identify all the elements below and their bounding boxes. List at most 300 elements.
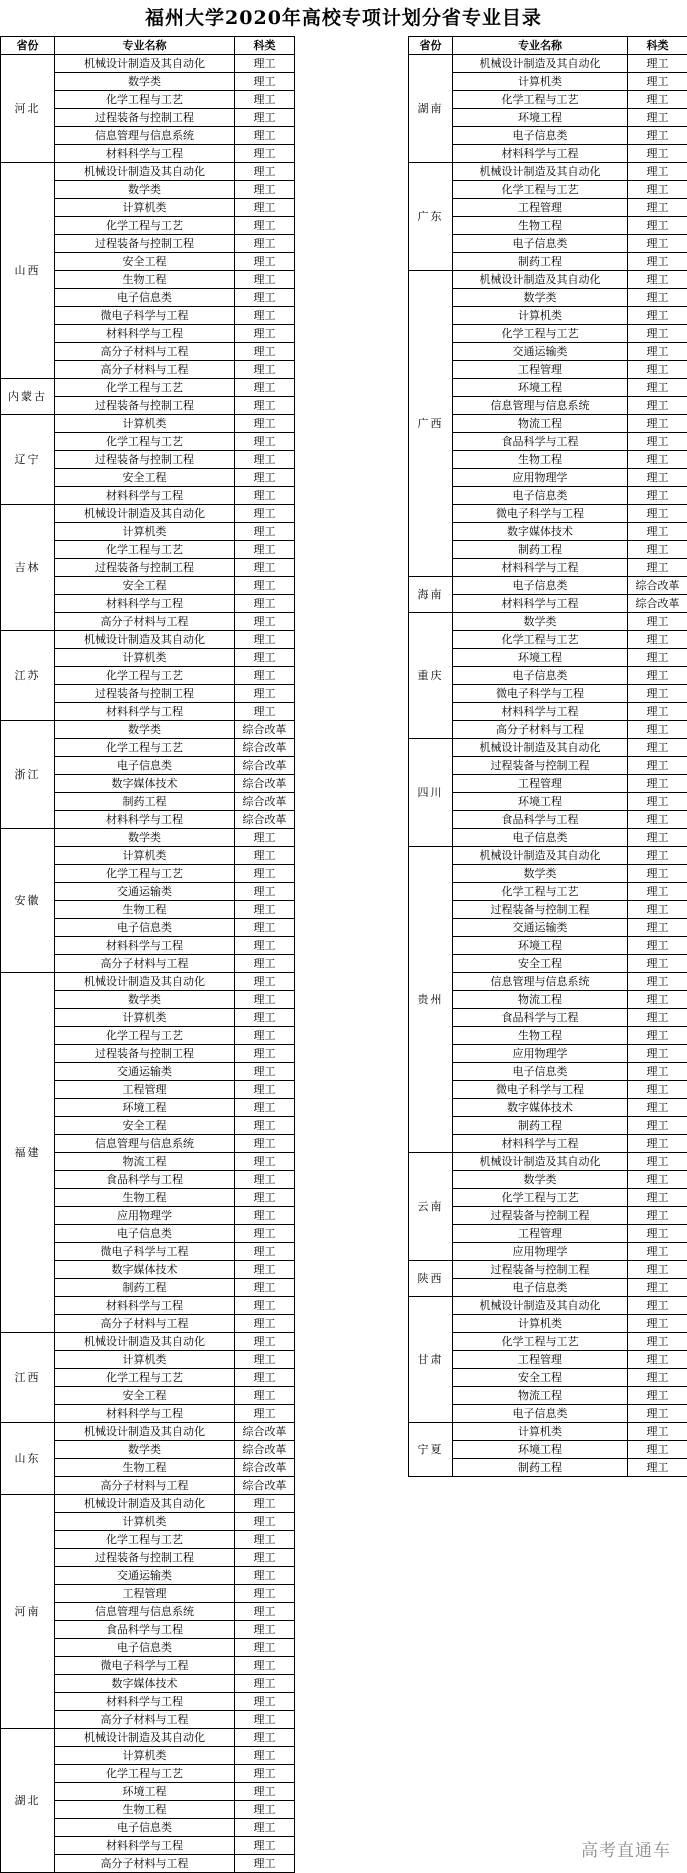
- category-cell: 理工: [235, 523, 295, 541]
- category-cell: 理工: [235, 1837, 295, 1855]
- category-cell: 理工: [628, 1063, 687, 1081]
- category-cell: 理工: [628, 1315, 687, 1333]
- major-cell: 过程装备与控制工程: [55, 235, 235, 253]
- category-cell: 理工: [235, 1135, 295, 1153]
- category-cell: 理工: [235, 181, 295, 199]
- category-cell: 理工: [628, 253, 687, 271]
- major-cell: 机械设计制造及其自动化: [453, 163, 628, 181]
- category-cell: 理工: [628, 379, 687, 397]
- category-cell: 综合改革: [628, 595, 687, 613]
- major-cell: 信息管理与信息系统: [55, 127, 235, 145]
- province-cell: 福建: [1, 973, 55, 1333]
- category-cell: 理工: [628, 361, 687, 379]
- province-cell: 湖北: [1, 1729, 55, 1873]
- category-cell: 理工: [628, 415, 687, 433]
- major-cell: 材料科学与工程: [55, 811, 235, 829]
- category-cell: 理工: [235, 1063, 295, 1081]
- major-cell: 生物工程: [453, 217, 628, 235]
- category-cell: 理工: [235, 1225, 295, 1243]
- category-cell: 理工: [628, 775, 687, 793]
- category-cell: 理工: [235, 217, 295, 235]
- major-cell: 数学类: [453, 1171, 628, 1189]
- category-cell: 理工: [235, 1369, 295, 1387]
- major-cell: 安全工程: [453, 955, 628, 973]
- major-cell: 制药工程: [55, 1279, 235, 1297]
- major-cell: 安全工程: [453, 1369, 628, 1387]
- major-cell: 化学工程与工艺: [55, 1531, 235, 1549]
- category-cell: 理工: [235, 271, 295, 289]
- major-cell: 计算机类: [55, 1351, 235, 1369]
- category-cell: 理工: [628, 955, 687, 973]
- major-cell: 环境工程: [453, 937, 628, 955]
- major-cell: 信息管理与信息系统: [55, 1603, 235, 1621]
- category-cell: 理工: [628, 721, 687, 739]
- category-cell: 理工: [235, 829, 295, 847]
- province-cell: 辽宁: [1, 415, 55, 505]
- province-cell: 江苏: [1, 631, 55, 721]
- major-cell: 过程装备与控制工程: [453, 1261, 628, 1279]
- major-cell: 食品科学与工程: [453, 1009, 628, 1027]
- category-cell: 理工: [628, 523, 687, 541]
- province-cell: 吉林: [1, 505, 55, 631]
- major-cell: 材料科学与工程: [55, 595, 235, 613]
- major-cell: 信息管理与信息系统: [453, 397, 628, 415]
- major-cell: 物流工程: [55, 1153, 235, 1171]
- table-row: [409, 1153, 687, 1171]
- header-major: 专业名称: [453, 37, 628, 55]
- major-cell: 物流工程: [453, 415, 628, 433]
- header-province: 省份: [409, 37, 453, 55]
- major-cell: 电子信息类: [453, 1405, 628, 1423]
- province-cell: 山东: [1, 1423, 55, 1495]
- major-cell: 工程管理: [453, 1351, 628, 1369]
- province-cell: 湖南: [409, 55, 453, 163]
- major-cell: 计算机类: [453, 1423, 628, 1441]
- category-cell: 理工: [235, 973, 295, 991]
- major-cell: 化学工程与工艺: [55, 1369, 235, 1387]
- major-cell: 电子信息类: [453, 829, 628, 847]
- major-cell: 计算机类: [55, 523, 235, 541]
- category-cell: 理工: [235, 1099, 295, 1117]
- major-cell: 过程装备与控制工程: [55, 559, 235, 577]
- major-cell: 安全工程: [55, 253, 235, 271]
- major-cell: 材料科学与工程: [453, 145, 628, 163]
- table-row: [1, 163, 295, 181]
- category-cell: 理工: [628, 1081, 687, 1099]
- category-cell: 综合改革: [235, 811, 295, 829]
- category-cell: 理工: [628, 307, 687, 325]
- category-cell: 理工: [235, 73, 295, 91]
- category-cell: 理工: [235, 919, 295, 937]
- major-cell: 电子信息类: [453, 127, 628, 145]
- category-cell: 理工: [628, 91, 687, 109]
- major-cell: 计算机类: [453, 307, 628, 325]
- category-cell: 理工: [235, 1315, 295, 1333]
- category-cell: 理工: [235, 505, 295, 523]
- category-cell: 理工: [235, 1207, 295, 1225]
- major-cell: 生物工程: [55, 271, 235, 289]
- header-province: 省份: [1, 37, 55, 55]
- major-cell: 化学工程与工艺: [55, 433, 235, 451]
- major-cell: 计算机类: [55, 199, 235, 217]
- major-cell: 生物工程: [55, 1189, 235, 1207]
- major-table-left: [0, 36, 295, 1873]
- category-cell: 理工: [235, 253, 295, 271]
- watermark-text: 高考直通车: [581, 1841, 671, 1861]
- category-cell: 理工: [628, 1459, 687, 1477]
- major-cell: 工程管理: [453, 361, 628, 379]
- major-cell: 计算机类: [55, 847, 235, 865]
- category-cell: 理工: [235, 1693, 295, 1711]
- table-row: [409, 739, 687, 757]
- major-cell: 制药工程: [55, 793, 235, 811]
- major-cell: 材料科学与工程: [55, 1693, 235, 1711]
- category-cell: 理工: [628, 235, 687, 253]
- category-cell: 理工: [628, 937, 687, 955]
- category-cell: 理工: [235, 487, 295, 505]
- province-cell: 江西: [1, 1333, 55, 1423]
- category-cell: 理工: [235, 883, 295, 901]
- major-cell: 微电子科学与工程: [453, 685, 628, 703]
- category-cell: 综合改革: [235, 1477, 295, 1495]
- major-cell: 数学类: [55, 991, 235, 1009]
- major-cell: 高分子材料与工程: [55, 343, 235, 361]
- major-cell: 食品科学与工程: [55, 1621, 235, 1639]
- major-cell: 环境工程: [453, 1441, 628, 1459]
- category-cell: 理工: [628, 469, 687, 487]
- table-row: [1, 55, 295, 73]
- category-cell: 理工: [628, 1207, 687, 1225]
- major-cell: 微电子科学与工程: [55, 1243, 235, 1261]
- major-cell: 安全工程: [55, 577, 235, 595]
- major-cell: 数字媒体技术: [453, 523, 628, 541]
- category-cell: 理工: [628, 1405, 687, 1423]
- major-cell: 电子信息类: [55, 757, 235, 775]
- category-cell: 理工: [235, 1639, 295, 1657]
- major-cell: 安全工程: [55, 469, 235, 487]
- major-cell: 工程管理: [453, 775, 628, 793]
- category-cell: 理工: [235, 1351, 295, 1369]
- major-cell: 数学类: [55, 829, 235, 847]
- category-cell: 理工: [235, 1243, 295, 1261]
- major-cell: 机械设计制造及其自动化: [55, 1495, 235, 1513]
- category-cell: 理工: [235, 1567, 295, 1585]
- category-cell: 理工: [235, 1729, 295, 1747]
- category-cell: 理工: [628, 127, 687, 145]
- major-cell: 制药工程: [453, 1117, 628, 1135]
- major-cell: 材料科学与工程: [453, 559, 628, 577]
- major-cell: 工程管理: [55, 1081, 235, 1099]
- category-cell: 理工: [235, 1513, 295, 1531]
- category-cell: 理工: [628, 739, 687, 757]
- major-cell: 过程装备与控制工程: [55, 397, 235, 415]
- category-cell: 理工: [628, 541, 687, 559]
- major-cell: 安全工程: [55, 1387, 235, 1405]
- category-cell: 理工: [235, 433, 295, 451]
- category-cell: 理工: [235, 1405, 295, 1423]
- table-row: [1, 721, 295, 739]
- category-cell: 理工: [235, 631, 295, 649]
- major-cell: 化学工程与工艺: [55, 1027, 235, 1045]
- major-cell: 交通运输类: [453, 343, 628, 361]
- category-cell: 理工: [628, 1189, 687, 1207]
- table-row: [1, 379, 295, 397]
- major-cell: 化学工程与工艺: [55, 217, 235, 235]
- major-cell: 数学类: [55, 181, 235, 199]
- category-cell: 理工: [235, 1387, 295, 1405]
- category-cell: 理工: [628, 1423, 687, 1441]
- category-cell: 理工: [235, 1171, 295, 1189]
- header-category: 科类: [235, 37, 295, 55]
- major-cell: 食品科学与工程: [55, 1171, 235, 1189]
- major-cell: 电子信息类: [453, 1063, 628, 1081]
- category-cell: 理工: [235, 91, 295, 109]
- category-cell: 理工: [235, 1765, 295, 1783]
- major-cell: 化学工程与工艺: [55, 541, 235, 559]
- major-cell: 生物工程: [55, 901, 235, 919]
- category-cell: 理工: [235, 415, 295, 433]
- major-cell: 交通运输类: [453, 919, 628, 937]
- category-cell: 理工: [235, 1045, 295, 1063]
- major-cell: 过程装备与控制工程: [55, 109, 235, 127]
- major-cell: 机械设计制造及其自动化: [55, 505, 235, 523]
- major-cell: 化学工程与工艺: [453, 91, 628, 109]
- category-cell: 理工: [235, 343, 295, 361]
- category-cell: 理工: [628, 1225, 687, 1243]
- province-cell: 河南: [1, 1495, 55, 1729]
- category-cell: 理工: [235, 235, 295, 253]
- major-cell: 材料科学与工程: [55, 937, 235, 955]
- major-cell: 数字媒体技术: [55, 1261, 235, 1279]
- category-cell: 理工: [628, 1009, 687, 1027]
- category-cell: 理工: [628, 505, 687, 523]
- category-cell: 理工: [628, 451, 687, 469]
- major-cell: 化学工程与工艺: [55, 865, 235, 883]
- category-cell: 理工: [235, 361, 295, 379]
- major-cell: 应用物理学: [453, 1243, 628, 1261]
- major-cell: 物流工程: [453, 1387, 628, 1405]
- category-cell: 理工: [628, 1117, 687, 1135]
- major-cell: 机械设计制造及其自动化: [55, 163, 235, 181]
- major-cell: 材料科学与工程: [55, 1837, 235, 1855]
- category-cell: 综合改革: [235, 1459, 295, 1477]
- table-row: [1, 631, 295, 649]
- major-cell: 电子信息类: [453, 577, 628, 595]
- major-cell: 材料科学与工程: [55, 145, 235, 163]
- category-cell: 理工: [628, 145, 687, 163]
- category-cell: 理工: [235, 109, 295, 127]
- category-cell: 理工: [235, 1711, 295, 1729]
- category-cell: 理工: [628, 1099, 687, 1117]
- major-cell: 化学工程与工艺: [55, 1765, 235, 1783]
- category-cell: 理工: [235, 901, 295, 919]
- category-cell: 理工: [235, 307, 295, 325]
- major-cell: 机械设计制造及其自动化: [453, 1297, 628, 1315]
- category-cell: 理工: [235, 865, 295, 883]
- table-row: [409, 1423, 687, 1441]
- major-cell: 交通运输类: [55, 883, 235, 901]
- category-cell: 理工: [628, 559, 687, 577]
- table-row: [1, 1333, 295, 1351]
- category-cell: 理工: [235, 145, 295, 163]
- category-cell: 理工: [235, 163, 295, 181]
- table-row: [409, 613, 687, 631]
- category-cell: 理工: [628, 1027, 687, 1045]
- table-row: [409, 163, 687, 181]
- category-cell: 理工: [235, 703, 295, 721]
- major-cell: 微电子科学与工程: [453, 1081, 628, 1099]
- table-row: [1, 505, 295, 523]
- major-cell: 电子信息类: [55, 919, 235, 937]
- category-cell: 综合改革: [628, 577, 687, 595]
- category-cell: 综合改革: [235, 739, 295, 757]
- major-cell: 电子信息类: [453, 487, 628, 505]
- province-cell: 海南: [409, 577, 453, 613]
- category-cell: 理工: [628, 289, 687, 307]
- major-cell: 制药工程: [453, 541, 628, 559]
- category-cell: 理工: [235, 559, 295, 577]
- category-cell: 理工: [235, 1081, 295, 1099]
- major-cell: 化学工程与工艺: [453, 631, 628, 649]
- major-cell: 工程管理: [453, 199, 628, 217]
- category-cell: 理工: [235, 325, 295, 343]
- category-cell: 理工: [235, 127, 295, 145]
- major-cell: 安全工程: [55, 1117, 235, 1135]
- major-cell: 机械设计制造及其自动化: [55, 55, 235, 73]
- major-cell: 电子信息类: [55, 1819, 235, 1837]
- major-cell: 材料科学与工程: [55, 703, 235, 721]
- major-cell: 化学工程与工艺: [453, 883, 628, 901]
- table-row: [1, 415, 295, 433]
- category-cell: 理工: [235, 1153, 295, 1171]
- table-row: [1, 1729, 295, 1747]
- category-cell: 理工: [628, 1261, 687, 1279]
- category-cell: 理工: [235, 1621, 295, 1639]
- province-cell: 四川: [409, 739, 453, 847]
- category-cell: 理工: [235, 1279, 295, 1297]
- major-cell: 微电子科学与工程: [453, 505, 628, 523]
- major-cell: 电子信息类: [453, 667, 628, 685]
- major-cell: 过程装备与控制工程: [55, 1549, 235, 1567]
- category-cell: 理工: [628, 685, 687, 703]
- category-cell: 理工: [628, 1171, 687, 1189]
- major-cell: 工程管理: [55, 1585, 235, 1603]
- table-row: [1, 973, 295, 991]
- category-cell: 理工: [235, 991, 295, 1009]
- category-cell: 理工: [628, 865, 687, 883]
- province-cell: 陕西: [409, 1261, 453, 1297]
- province-cell: 贵州: [409, 847, 453, 1153]
- major-cell: 机械设计制造及其自动化: [55, 631, 235, 649]
- header-major: 专业名称: [55, 37, 235, 55]
- major-cell: 材料科学与工程: [453, 703, 628, 721]
- category-cell: 理工: [628, 757, 687, 775]
- major-cell: 电子信息类: [453, 1279, 628, 1297]
- category-cell: 理工: [628, 901, 687, 919]
- category-cell: 理工: [235, 1747, 295, 1765]
- major-cell: 过程装备与控制工程: [55, 451, 235, 469]
- table-row: [409, 847, 687, 865]
- category-cell: 理工: [628, 325, 687, 343]
- province-cell: 河北: [1, 55, 55, 163]
- major-cell: 高分子材料与工程: [55, 1711, 235, 1729]
- major-cell: 材料科学与工程: [453, 1135, 628, 1153]
- major-cell: 电子信息类: [55, 289, 235, 307]
- major-cell: 数学类: [453, 289, 628, 307]
- major-cell: 机械设计制造及其自动化: [55, 973, 235, 991]
- page-title: 福州大学2020年高校专项计划分省专业目录: [145, 7, 542, 29]
- category-cell: 理工: [628, 883, 687, 901]
- major-cell: 机械设计制造及其自动化: [453, 271, 628, 289]
- major-cell: 环境工程: [453, 379, 628, 397]
- category-cell: 理工: [235, 1675, 295, 1693]
- major-cell: 生物工程: [453, 451, 628, 469]
- category-cell: 理工: [235, 847, 295, 865]
- category-cell: 综合改革: [235, 775, 295, 793]
- major-cell: 机械设计制造及其自动化: [453, 847, 628, 865]
- category-cell: 理工: [628, 1279, 687, 1297]
- category-cell: 理工: [235, 469, 295, 487]
- category-cell: 综合改革: [235, 757, 295, 775]
- major-cell: 过程装备与控制工程: [453, 757, 628, 775]
- category-cell: 理工: [235, 1009, 295, 1027]
- category-cell: 理工: [235, 1819, 295, 1837]
- category-cell: 理工: [628, 487, 687, 505]
- table-row: [409, 1297, 687, 1315]
- major-cell: 化学工程与工艺: [55, 739, 235, 757]
- category-cell: 理工: [628, 847, 687, 865]
- table-row: [1, 1423, 295, 1441]
- category-cell: 理工: [628, 793, 687, 811]
- category-cell: 理工: [235, 1027, 295, 1045]
- major-cell: 计算机类: [453, 73, 628, 91]
- major-cell: 数字媒体技术: [55, 1675, 235, 1693]
- province-cell: 云南: [409, 1153, 453, 1261]
- category-cell: 理工: [235, 1801, 295, 1819]
- category-cell: 理工: [235, 289, 295, 307]
- major-cell: 高分子材料与工程: [55, 1855, 235, 1873]
- major-cell: 食品科学与工程: [453, 811, 628, 829]
- category-cell: 理工: [235, 1261, 295, 1279]
- category-cell: 综合改革: [235, 793, 295, 811]
- table-row: [409, 577, 687, 595]
- major-cell: 化学工程与工艺: [453, 325, 628, 343]
- major-cell: 应用物理学: [453, 1045, 628, 1063]
- category-cell: 理工: [235, 1117, 295, 1135]
- major-cell: 食品科学与工程: [453, 433, 628, 451]
- major-cell: 数学类: [55, 721, 235, 739]
- category-cell: 理工: [235, 451, 295, 469]
- major-cell: 应用物理学: [55, 1207, 235, 1225]
- table-header-row: [409, 37, 687, 55]
- category-cell: 综合改革: [235, 1423, 295, 1441]
- category-cell: 理工: [628, 1297, 687, 1315]
- major-cell: 交通运输类: [55, 1063, 235, 1081]
- category-cell: 理工: [235, 685, 295, 703]
- category-cell: 理工: [628, 1153, 687, 1171]
- category-cell: 理工: [235, 199, 295, 217]
- category-cell: 理工: [628, 829, 687, 847]
- major-cell: 机械设计制造及其自动化: [55, 1729, 235, 1747]
- category-cell: 理工: [628, 703, 687, 721]
- category-cell: 综合改革: [235, 1441, 295, 1459]
- major-cell: 化学工程与工艺: [55, 667, 235, 685]
- major-cell: 物流工程: [453, 991, 628, 1009]
- category-cell: 理工: [235, 1189, 295, 1207]
- major-cell: 机械设计制造及其自动化: [55, 1333, 235, 1351]
- category-cell: 理工: [628, 181, 687, 199]
- major-cell: 过程装备与控制工程: [453, 901, 628, 919]
